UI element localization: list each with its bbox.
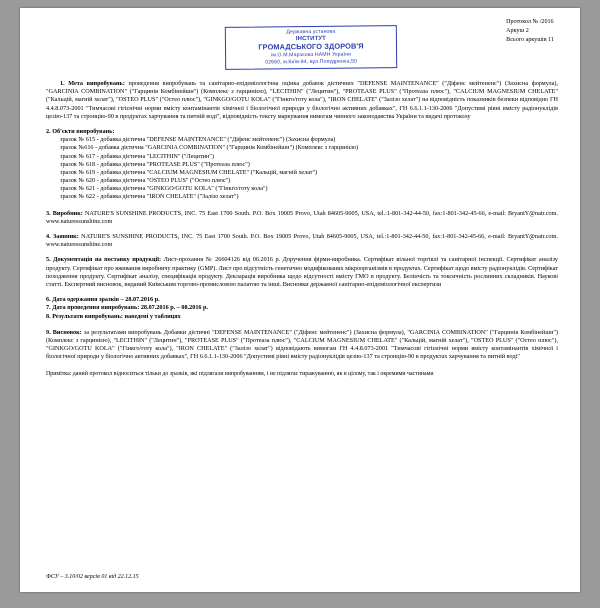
section-objects-number: 2. (46, 127, 51, 135)
section-purpose-text: проведення випробувань та санітарно-епідеміологічна оцінка добавок дієтичних "DEFENSE MAINTENANCE" ("Діфенс мейтененс") (Захисна формула), "GARCINIA COMBINATION" ("Гарцинія Комбінейшн") (Комплекс з гарцинією), "LECITHIN" ("Лецитин"), "PROTEASE PLUS" ("Протеаза плюс"), "CALCIUM MAGNESIUM CHELATE" ("Кальцій, магній хелат"), "OSTEO PLUS" ("Остео плюс"), "GINKGO/GOTU KOLA" ("Гінкго/готу кола"), "IRON CHELATE" ("Залізо хелат") на відповідність показників безпеки відповідно ГН 4.4.8.073-2001 "Тимчасові гігієнічні норми вмісту контамінантів хімічної і біологічної природи у біологічно активних добавках", ГН 6.6.1.1-130-2006 "Допустимі рівні вмісту радіонуклідів цезію-137 та стронцію-90 в продуктах харчування та питній воді", відповідність тексту маркування вимогам чинного законодавства України та видачі протоколу (46, 80, 558, 120)
section-results-number: 8. (46, 312, 51, 320)
document-body (46, 80, 558, 379)
section-documentation (46, 256, 558, 289)
section-manufacturer-text: NATURE'S SUNSHINE PRODUCTS, INC. 75 East 1700 South. P.O. Box 19005 Provo, Utah 84605-9005, USA, tel.:1-801-342-44-50, fax:1-801-342-45-66, e-mail: BryantY@natr.com. www.naturessunshine.com (46, 209, 558, 225)
list-item: зразок № 621 - добавка дієтична "GINKGO/GOTU KOLA" ("Гінкго/готу кола") (60, 185, 268, 193)
section-test-date (46, 304, 558, 312)
section-manufacturer-title: Виробник: (52, 209, 83, 217)
protocol-number: Протокол № /2016 (506, 19, 554, 25)
section-documentation-text: Лист-прохання № 26604126 від 06.2016 р. Доручення фірми-виробника. Сертифікат вільної торгівлі та санітарної інспекції. Сертифікат аналізу продукту. Сертифікат про вживання виробничу практику (GMP). Лист про відсутність генетично модифікованих мікроорганізмів в продуктах. Сертифікат щодо вмісту радіонуклідів. Сертифікат походження продукту. Сертифікат аналізу, специфікація продукту. Декларація виробника щодо відсутності вмісту ГМО в продукту. Белінчість та токсичність рослинних складників. Наукові статті. Експертний висновок, виданий Київським торгово-промисловою палатою та інші. Висновки державної санітарно-епідеміологічної експертизи (46, 256, 558, 288)
stamp-line-3: ГРОМАДСЬКОГО ЗДОРОВ'Я (258, 41, 364, 52)
list-item: зразок № 622 - добавка дієтична "IRON CHELATE" ("Залізо хелат") (60, 193, 239, 201)
section-receipt-date-number: 6. (46, 296, 51, 304)
section-conclusion (46, 329, 558, 362)
section-manufacturer-number: 3. (46, 209, 51, 217)
section-documentation-number: 5. (46, 256, 51, 264)
total-sheets: Всього аркушів 11 (506, 36, 554, 43)
document-note: Примітка: даний протокол відноситься тільки до зразків, які підлягали випробуванням, і не підлягає тиражуванню, як в цілому, так і окремими частинами (46, 371, 434, 378)
section-conclusion-text: за результатами випробувань Добавки дієтичні "DEFENSE MAINTENANCE" ("Діфенс мейтененс") (Захисна формула), "GARCINIA COMBINATION" ("Гарцинія Комбінейшн") (Комплекс з гарцинією), "LECITHIN" ("Лецитин"), "PROTEASE PLUS" ("Протеаза плюс"), "CALCIUM MAGNESIUM CHELATE" ("Кальцій, магній хелат"), "OSTEO PLUS" ("Остео плюс"), "GINKGO/GOTU KOLA" ("Гінкго/готу кола"), "IRON CHELATE" ("Залізо хелат") відповідають вимогам ГН 4.4.8.073-2001 "Тимчасові гігієнічні норми вмісту контамінантів хімічної і біологічної природи у біологічно активних добавках", ГН 6.6.1.1-130-2006 "Допустимі рівні вмісту радіонуклідів цезію-137 та стронцію-90 в продуктах харчування та питній воді" (46, 328, 558, 361)
section-manufacturer (46, 210, 558, 226)
list-item: зразок № 619 - добавка дієтична "CALCIUM MAGNESIUM CHELATE" ("Кальцій, магній хелат") (60, 168, 318, 176)
list-item: зразок № 615 - добавка дієтична "DEFENSE MAINTENANCE" ("Діфенс мейтененс") (Захисна формула) (60, 136, 336, 144)
list-item: зразок № 617 - добавка дієтична "LECITHIN" ("Лецитин") (60, 152, 214, 160)
stamp-line-5: 02660, м.Київ-94, вул.Попудренка,50 (265, 58, 358, 66)
section-purpose-number: 1. (60, 80, 65, 87)
section-results-title: Результати випробувань: (52, 312, 123, 320)
section-conclusion-number: 9. (46, 328, 51, 336)
section-receipt-date-title: Дата одержання зразків – (52, 296, 124, 304)
section-conclusion-title: Висновок: (52, 328, 82, 336)
stamp-line-2: ІНСТИТУТ (295, 35, 326, 42)
stamp-line-1: Державна установа (286, 28, 336, 36)
sheet-number: Аркуш 2 (506, 27, 529, 34)
section-objects-heading (46, 128, 558, 136)
institution-stamp (225, 25, 397, 69)
section-results (46, 313, 558, 321)
list-item: зразок № 620 - добавка дієтична "OSTEO PLUS" ("Остео плюс") (60, 177, 231, 185)
section-test-date-text: 28.07.2016 р. – 08.2016 р. (139, 304, 209, 312)
section-applicant-text: NATURE'S SUNSHINE PRODUCTS, INC. 75 East 1700 South. P.O. Box 19005 Provo, Utah 84605-9005, USA, tel.:1-801-342-44-50, fax:1-801-342-45-66, e-mail: BryantY@natr.com. www.naturessunshine.com (46, 233, 559, 249)
document-header (506, 18, 554, 44)
document-footer: ФСУ – 3.10/02 версія 01 від 22.12.15 (46, 574, 139, 581)
section-test-date-title: Дата проведення випробувань: (52, 304, 140, 312)
section-test-date-number: 7. (46, 304, 51, 312)
section-results-text: наведені у таблицях (122, 312, 181, 320)
section-applicant-title: Заявник: (52, 233, 79, 240)
document-page (20, 8, 580, 592)
section-purpose-title: Мета випробувань: (68, 80, 125, 87)
section-receipt-date-text: 28.07.2016 р. (123, 296, 160, 304)
section-documentation-title: Документація на поставку продукції: (53, 256, 162, 264)
section-receipt-date (46, 296, 558, 304)
section-applicant-number: 4. (46, 233, 51, 240)
list-item: зразок №616 - добавка дієтична "GARCINIA COMBINATION" ("Гарцинія Комбінейшн") (Комплекс з гарцинією) (60, 144, 359, 152)
section-objects-title: Об'єкти випробувань: (52, 127, 115, 135)
section-applicant (46, 233, 558, 249)
stamp-line-4: ім.О.М.Марзєєва НАМН України (271, 51, 352, 59)
list-item: зразок № 618 - добавка дієтична "PROTEASE PLUS" ("Протеаза плюс") (60, 160, 250, 168)
section-purpose (46, 80, 558, 121)
